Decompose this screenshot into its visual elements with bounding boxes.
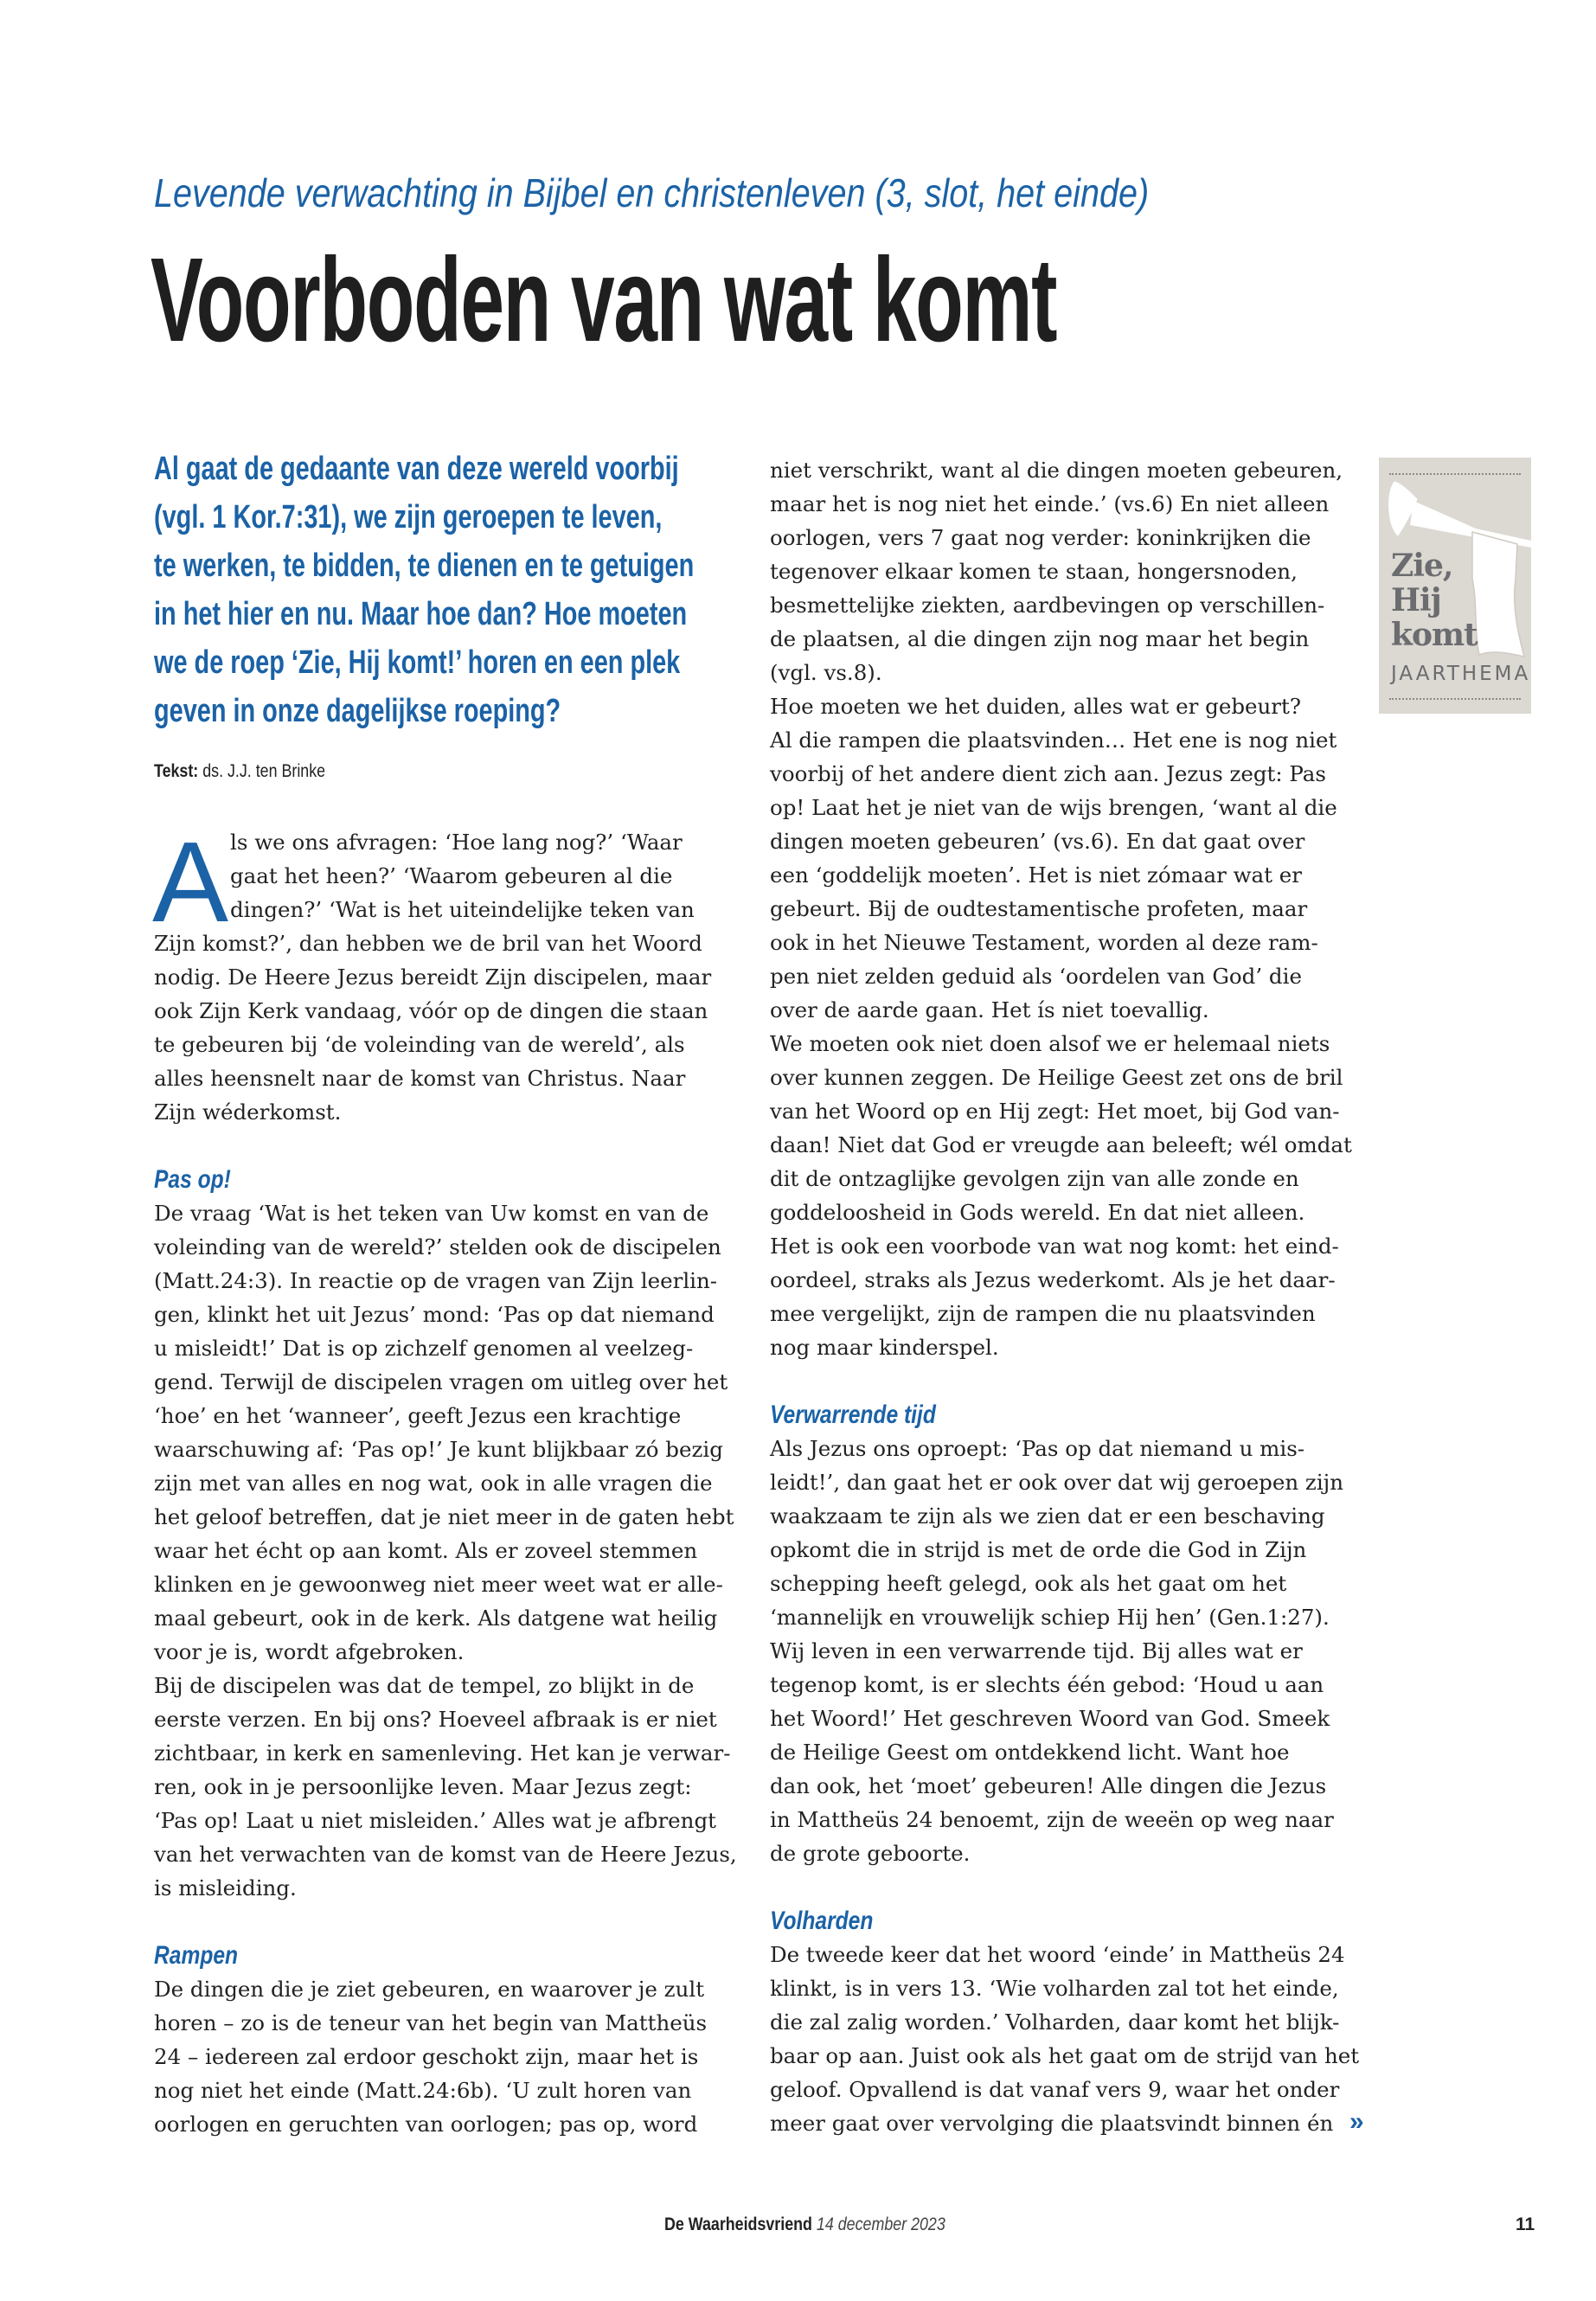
text-line: waakzaam te zijn als we zien dat er een beschaving: [770, 1503, 1325, 1529]
text-line: de grote geboorte.: [770, 1841, 971, 1866]
text-line: Hoe moeten we het duiden, alles wat er gebeurt?: [770, 694, 1301, 719]
text-line: (vgl. vs.8).: [770, 660, 882, 685]
text-line: gen, klinkt het uit Jezus’ mond: ‘Pas op dat niemand: [154, 1302, 715, 1327]
text-line: niet verschrikt, want al die dingen moeten gebeuren,: [770, 458, 1343, 483]
byline: [154, 761, 325, 782]
text-line: tegenover elkaar komen te staan, hongersnoden,: [770, 559, 1298, 584]
article-intro: [154, 445, 760, 735]
series-title: Levende verwachting in Bijbel en christenleven (3, slot, het einde): [154, 170, 1150, 215]
text-line: voor je is, wordt afgebroken.: [154, 1639, 465, 1664]
text-line: mee vergelijkt, zijn de rampen die nu plaatsvinden: [770, 1301, 1316, 1326]
byline-author: ds. J.J. ten Brinke: [202, 761, 326, 781]
text-line: van het Woord op en Hij zegt: Het moet, bij God van-: [770, 1099, 1340, 1124]
right-column: [770, 453, 1358, 2140]
text-line: besmettelijke ziekten, aardbevingen op verschillen-: [770, 593, 1325, 618]
text-line: zichtbaar, in kerk en samenleving. Het kan je verwar-: [154, 1740, 731, 1766]
dotted-divider: [1389, 698, 1521, 700]
theme-line-1: Zie,: [1391, 548, 1453, 584]
text-line: gend. Terwijl de discipelen vragen om uitleg over het: [154, 1369, 728, 1394]
text-line: ook Zijn Kerk vandaag, vóór op de dingen die staan: [154, 998, 708, 1023]
section-heading: Rampen: [154, 1941, 239, 1970]
section-heading: Pas op!: [154, 1165, 231, 1194]
text-line: schepping heeft gelegd, ook als het gaat om het: [770, 1571, 1287, 1596]
byline-label: Tekst:: [154, 761, 199, 781]
text-line: Zijn wéderkomst.: [154, 1099, 342, 1125]
text-line: gebeurt. Bij de oudtestamentische profeten, maar: [770, 896, 1308, 921]
text-line: op! Laat het je niet van de wijs brengen, ‘want al die: [770, 795, 1337, 820]
text-line: ‘mannelijk en vrouwelijk schiep Hij hen’ (Gen.1:27).: [770, 1605, 1330, 1630]
intro-line: te werken, te bidden, te dienen en te getuigen: [154, 548, 695, 584]
text-line: We moeten ook niet doen alsof we er helemaal niets: [770, 1031, 1330, 1056]
text-line: gaat het heen?’ ‘Waarom gebeuren al die: [230, 863, 673, 888]
intro-line: geven in onze dagelijkse roeping?: [154, 693, 561, 729]
text-line: nog maar kinderspel.: [770, 1335, 999, 1360]
text-line: ‘Pas op! Laat u niet misleiden.’ Alles wat je afbrengt: [154, 1808, 716, 1833]
text-line: oordeel, straks als Jezus wederkomt. Als je het daar-: [770, 1267, 1336, 1292]
text-line: De tweede keer dat het woord ‘einde’ in Mattheüs 24: [770, 1942, 1345, 1967]
text-line: ‘hoe’ en het ‘wanneer’, geeft Jezus een krachtige: [154, 1403, 682, 1428]
text-line: goddeloosheid in Gods wereld. En dat niet alleen.: [770, 1200, 1305, 1225]
text-line: het Woord!’ Het geschreven Woord van God. Smeek: [770, 1706, 1330, 1731]
text-line: nodig. De Heere Jezus bereidt Zijn discipelen, maar: [154, 965, 712, 990]
text-line: in Mattheüs 24 benoemt, zijn de weeën op weg naar: [770, 1807, 1334, 1832]
text-line: klinkt, is in vers 13. ‘Wie volharden zal tot het einde,: [770, 1976, 1339, 2001]
text-line: leidt!’, dan gaat het er ook over dat wij geroepen zijn: [770, 1470, 1344, 1495]
text-line: De dingen die je ziet gebeuren, en waarover je zult: [154, 1977, 705, 2002]
text-line: geloof. Opvallend is dat vanaf vers 9, waar het onder: [770, 2077, 1340, 2102]
text-line: die zal zalig worden.’ Volharden, daar komt het blijk-: [770, 2009, 1340, 2035]
text-line: nog niet het einde (Matt.24:6b). ‘U zult horen van: [154, 2078, 692, 2103]
text-line: dit de ontzaglijke gevolgen zijn van alle zonde en: [770, 1166, 1299, 1191]
text-line: 24 – iedereen zal erdoor geschokt zijn, maar het is: [154, 2044, 699, 2069]
intro-line: we de roep ‘Zie, Hij komt!’ horen en een plek: [154, 644, 681, 681]
page-number: 11: [1516, 2214, 1535, 2234]
text-line: horen – zo is de teneur van het begin van Mattheüs: [154, 2010, 708, 2035]
theme-line-2: Hij: [1391, 582, 1441, 619]
continue-marker: »: [1349, 2107, 1364, 2136]
text-line: waar het écht op aan komt. Als er zoveel stemmen: [154, 1538, 698, 1563]
text-line: is misleiding.: [154, 1875, 297, 1900]
text-line: dingen moeten gebeuren’ (vs.6). En dat gaat over: [770, 829, 1305, 854]
left-column: [152, 818, 742, 2141]
footer: [664, 2214, 945, 2235]
text-line: Bij de discipelen was dat de tempel, zo blijkt in de: [154, 1673, 695, 1698]
text-line: dan ook, het ‘moet’ gebeuren! Alle dingen die Jezus: [770, 1773, 1327, 1798]
text-line: meer gaat over vervolging die plaatsvindt binnen én: [770, 2111, 1334, 2136]
text-line: (Matt.24:3). In reactie op de vragen van Zijn leerlin-: [154, 1268, 718, 1293]
text-line: dingen?’ ‘Wat is het uiteindelijke teken van: [230, 897, 695, 922]
text-line: u misleidt!’ Dat is op zichzelf genomen al veelzeg-: [154, 1336, 694, 1361]
text-line: waarschuwing af: ‘Pas op!’ Je kunt blijkbaar zó bezig: [154, 1437, 723, 1462]
text-line: voleinding van de wereld?’ stelden ook de discipelen: [154, 1234, 721, 1259]
intro-line: in het hier en nu. Maar hoe dan? Hoe moeten: [154, 596, 688, 632]
text-line: het geloof betreffen, dat je niet meer in de gaten hebt: [154, 1504, 734, 1529]
publication-date: 14 december 2023: [816, 2214, 945, 2234]
text-line: de Heilige Geest om ontdekkend licht. Want hoe: [770, 1740, 1290, 1765]
theme-label: JAARTHEMA: [1391, 663, 1531, 685]
text-line: klinken en je gewoonweg niet meer weet wat er alle-: [154, 1572, 723, 1597]
text-line: over kunnen zeggen. De Heilige Geest zet ons de bril: [770, 1065, 1343, 1090]
text-line: te gebeuren bij ‘de voleinding van de wereld’, als: [154, 1032, 685, 1057]
text-line: Als Jezus ons oproept: ‘Pas op dat niemand u mis-: [770, 1436, 1305, 1461]
intro-line: Al gaat de gedaante van deze wereld voorbij: [154, 451, 679, 487]
text-line: De vraag ‘Wat is het teken van Uw komst en van de: [154, 1201, 709, 1226]
text-line: daan! Niet dat God er vreugde aan beleeft; wél omdat: [770, 1132, 1352, 1157]
publication-name: De Waarheidsvriend: [664, 2214, 812, 2234]
text-line: Het is ook een voorbode van wat nog komt: het eind-: [770, 1234, 1339, 1259]
text-line: opkomt die in strijd is met de orde die God in Zijn: [770, 1537, 1307, 1562]
article-title: Voorboden van wat komt: [151, 234, 1057, 367]
text-line: ren, ook in je persoonlijke leven. Maar Jezus zegt:: [154, 1774, 692, 1799]
text-line: maal gebeurt, ook in de kerk. Als datgene wat heilig: [154, 1606, 718, 1631]
intro-line: (vgl. 1 Kor.7:31), we zijn geroepen te leven,: [154, 499, 663, 535]
text-line: alles heensnelt naar de komst van Christus. Naar: [154, 1066, 686, 1091]
text-line: ls we ons afvragen: ‘Hoe lang nog?’ ‘Waar: [230, 830, 683, 855]
text-line: pen niet zelden geduid als ‘oordelen van God’ die: [770, 964, 1302, 989]
text-line: over de aarde gaan. Het ís niet toevallig.: [770, 997, 1209, 1022]
section-heading: Volharden: [770, 1907, 874, 1935]
text-line: maar het is nog niet het einde.’ (vs.6) En niet alleen: [770, 491, 1330, 516]
text-line: oorlogen en geruchten van oorlogen; pas op, word: [154, 2112, 698, 2137]
text-line: tegenop komt, is er slechts één gebod: ‘Houd u aan: [770, 1672, 1324, 1697]
text-line: ook in het Nieuwe Testament, worden al deze ram-: [770, 930, 1318, 955]
text-line: oorlogen, vers 7 gaat nog verder: koninkrijken die: [770, 525, 1311, 550]
text-line: een ‘goddelijk moeten’. Het is niet zómaar wat er: [770, 862, 1302, 888]
text-line: de plaatsen, al die dingen zijn nog maar het begin: [770, 626, 1310, 651]
text-line: van het verwachten van de komst van de Heere Jezus,: [154, 1842, 737, 1867]
drop-cap: A: [152, 818, 229, 945]
text-line: voorbij of het andere dient zich aan. Jezus zegt: Pas: [770, 761, 1326, 786]
text-line: Wij leven in een verwarrende tijd. Bij alles wat er: [770, 1638, 1303, 1663]
text-line: baar op aan. Juist ook als het gaat om de strijd van het: [770, 2043, 1360, 2068]
section-heading: Verwarrende tijd: [770, 1400, 936, 1429]
year-theme-box: [1379, 458, 1531, 714]
theme-title: [1391, 548, 1477, 652]
theme-line-3: komt: [1391, 617, 1477, 653]
text-line: Al die rampen die plaatsvinden… Het ene is nog niet: [770, 727, 1337, 753]
text-line: zijn met van alles en nog wat, ook in alle vragen die: [154, 1471, 713, 1496]
text-line: Zijn komst?’, dan hebben we de bril van het Woord: [154, 931, 702, 956]
text-line: eerste verzen. En bij ons? Hoeveel afbraak is er niet: [154, 1707, 717, 1732]
